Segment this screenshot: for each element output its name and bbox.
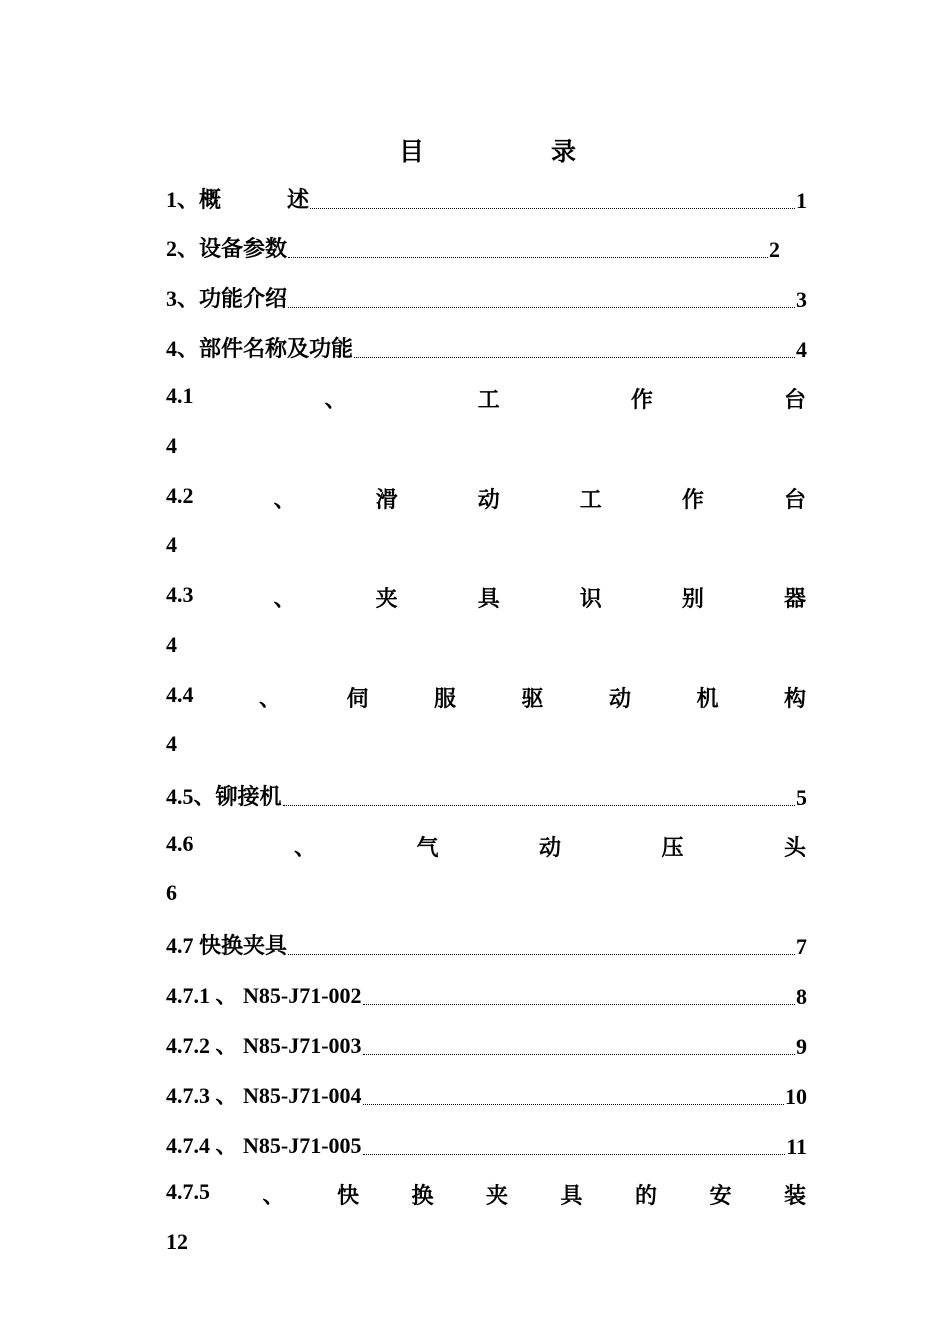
toc-entry-label: 4、部件名称及功能 — [166, 336, 354, 361]
toc-entry-4-1[interactable] — [166, 383, 806, 413]
toc-entry-part: 、 — [273, 586, 296, 611]
toc-page-number: 10 — [785, 1084, 807, 1109]
toc-entry-part: 4.7.5 — [166, 1179, 210, 1204]
toc-entry-part: 器 — [783, 586, 806, 611]
toc-page-number: 8 — [796, 984, 807, 1009]
toc-entry-part: 台 — [783, 487, 806, 512]
toc-entry-3[interactable] — [166, 283, 807, 313]
toc-entry-label: 4.7.4 、 N85-J71-005 — [166, 1133, 362, 1158]
dot-leader — [363, 1153, 786, 1155]
toc-entry-4-7-1[interactable] — [166, 980, 807, 1010]
toc-entry-part: 换 — [411, 1183, 434, 1208]
toc-entry-part: 压 — [661, 835, 684, 860]
toc-page-number: 11 — [786, 1134, 807, 1159]
toc-entry-4-3[interactable] — [166, 582, 806, 612]
toc-page-number: 4 — [166, 433, 177, 458]
toc-entry-4-7-5[interactable] — [166, 1179, 806, 1209]
toc-entry-part: 具 — [560, 1183, 583, 1208]
toc-page-number: 1 — [796, 188, 807, 213]
toc-entry-part: 的 — [634, 1183, 657, 1208]
dot-leader — [363, 1053, 795, 1055]
toc-entry-part: 伺 — [346, 686, 369, 711]
toc-entry-part: 驱 — [521, 686, 544, 711]
toc-entry-part: 工 — [477, 387, 500, 412]
toc-entry-label: 2、设备参数 — [166, 236, 288, 261]
dot-leader — [283, 804, 795, 806]
dot-leader — [354, 356, 795, 358]
toc-entry-part: 安 — [709, 1183, 732, 1208]
toc-entry-part: 4.1 — [166, 383, 194, 408]
toc-entry-label: 1、概 述 — [166, 187, 310, 212]
toc-entry-part: 、 — [324, 387, 347, 412]
toc-entry-4-7-3[interactable] — [166, 1080, 807, 1110]
toc-page-number: 5 — [796, 785, 807, 810]
toc-entry-part: 4.2 — [166, 483, 194, 508]
toc-entry-4-7-4[interactable] — [166, 1130, 807, 1160]
toc-entry-part: 台 — [783, 387, 806, 412]
toc-page-number: 12 — [166, 1229, 188, 1254]
toc-entry-part: 工 — [579, 487, 602, 512]
toc-entry-part: 服 — [433, 686, 456, 711]
toc-entry-part: 、 — [258, 686, 281, 711]
toc-page-number: 9 — [796, 1034, 807, 1059]
toc-page-number: 6 — [166, 880, 177, 905]
toc-entry-label: 4.7.2 、 N85-J71-003 — [166, 1033, 362, 1058]
toc-entry-part: 、 — [293, 835, 316, 860]
toc-entry-part: 夹 — [375, 586, 398, 611]
toc-entry-4-2[interactable] — [166, 483, 806, 513]
toc-entry-part: 头 — [783, 835, 806, 860]
toc-entry-part: 滑 — [375, 487, 398, 512]
toc-entry-part: 动 — [538, 835, 561, 860]
toc-title-char-1: 目 — [399, 139, 425, 166]
toc-entry-part: 动 — [608, 686, 631, 711]
dot-leader — [288, 256, 768, 258]
toc-entry-4-7[interactable] — [166, 930, 807, 960]
toc-entry-4[interactable] — [166, 333, 807, 363]
toc-entry-part: 机 — [696, 686, 719, 711]
toc-title — [0, 132, 950, 168]
toc-entry-part: 识 — [579, 586, 602, 611]
toc-entry-4-5[interactable] — [166, 781, 807, 811]
toc-page-number: 3 — [796, 287, 807, 312]
toc-entry-label: 4.7 快换夹具 — [166, 933, 288, 958]
toc-entry-part: 别 — [681, 586, 704, 611]
toc-page-number: 4 — [796, 337, 807, 362]
toc-entry-2[interactable] — [166, 233, 780, 263]
dot-leader — [288, 306, 795, 308]
toc-entry-4-6[interactable] — [166, 831, 806, 861]
toc-entry-part: 装 — [783, 1183, 806, 1208]
toc-entry-label: 4.7.1 、 N85-J71-002 — [166, 983, 362, 1008]
toc-entry-part: 气 — [416, 835, 439, 860]
toc-entry-part: 构 — [783, 686, 806, 711]
toc-entry-part: 作 — [681, 487, 704, 512]
toc-entry-part: 、 — [262, 1183, 285, 1208]
toc-entry-part: 夹 — [485, 1183, 508, 1208]
toc-entry-label: 3、功能介绍 — [166, 286, 288, 311]
toc-entry-label: 4.5、铆接机 — [166, 784, 282, 809]
toc-page-number: 4 — [166, 731, 177, 756]
toc-entry-part: 4.4 — [166, 682, 194, 707]
dot-leader — [363, 1003, 795, 1005]
toc-page-number: 7 — [796, 934, 807, 959]
toc-entry-part: 快 — [336, 1183, 359, 1208]
toc-page-number: 4 — [166, 632, 177, 657]
toc-entry-4-7-2[interactable] — [166, 1030, 807, 1060]
toc-entry-part: 、 — [273, 487, 296, 512]
toc-entry-label: 4.7.3 、 N85-J71-004 — [166, 1083, 362, 1108]
toc-entry-part: 4.3 — [166, 582, 194, 607]
toc-entry-part: 具 — [477, 586, 500, 611]
toc-title-char-2: 录 — [551, 139, 577, 166]
toc-entry-part: 作 — [630, 387, 653, 412]
toc-page-number: 2 — [769, 237, 780, 262]
toc-entry-part: 4.6 — [166, 831, 194, 856]
dot-leader — [310, 207, 795, 209]
dot-leader — [288, 953, 795, 955]
dot-leader — [363, 1103, 784, 1105]
toc-entry-1[interactable] — [166, 184, 807, 214]
toc-page-number: 4 — [166, 532, 177, 557]
toc-entry-part: 动 — [477, 487, 500, 512]
toc-entry-4-4[interactable] — [166, 682, 806, 712]
